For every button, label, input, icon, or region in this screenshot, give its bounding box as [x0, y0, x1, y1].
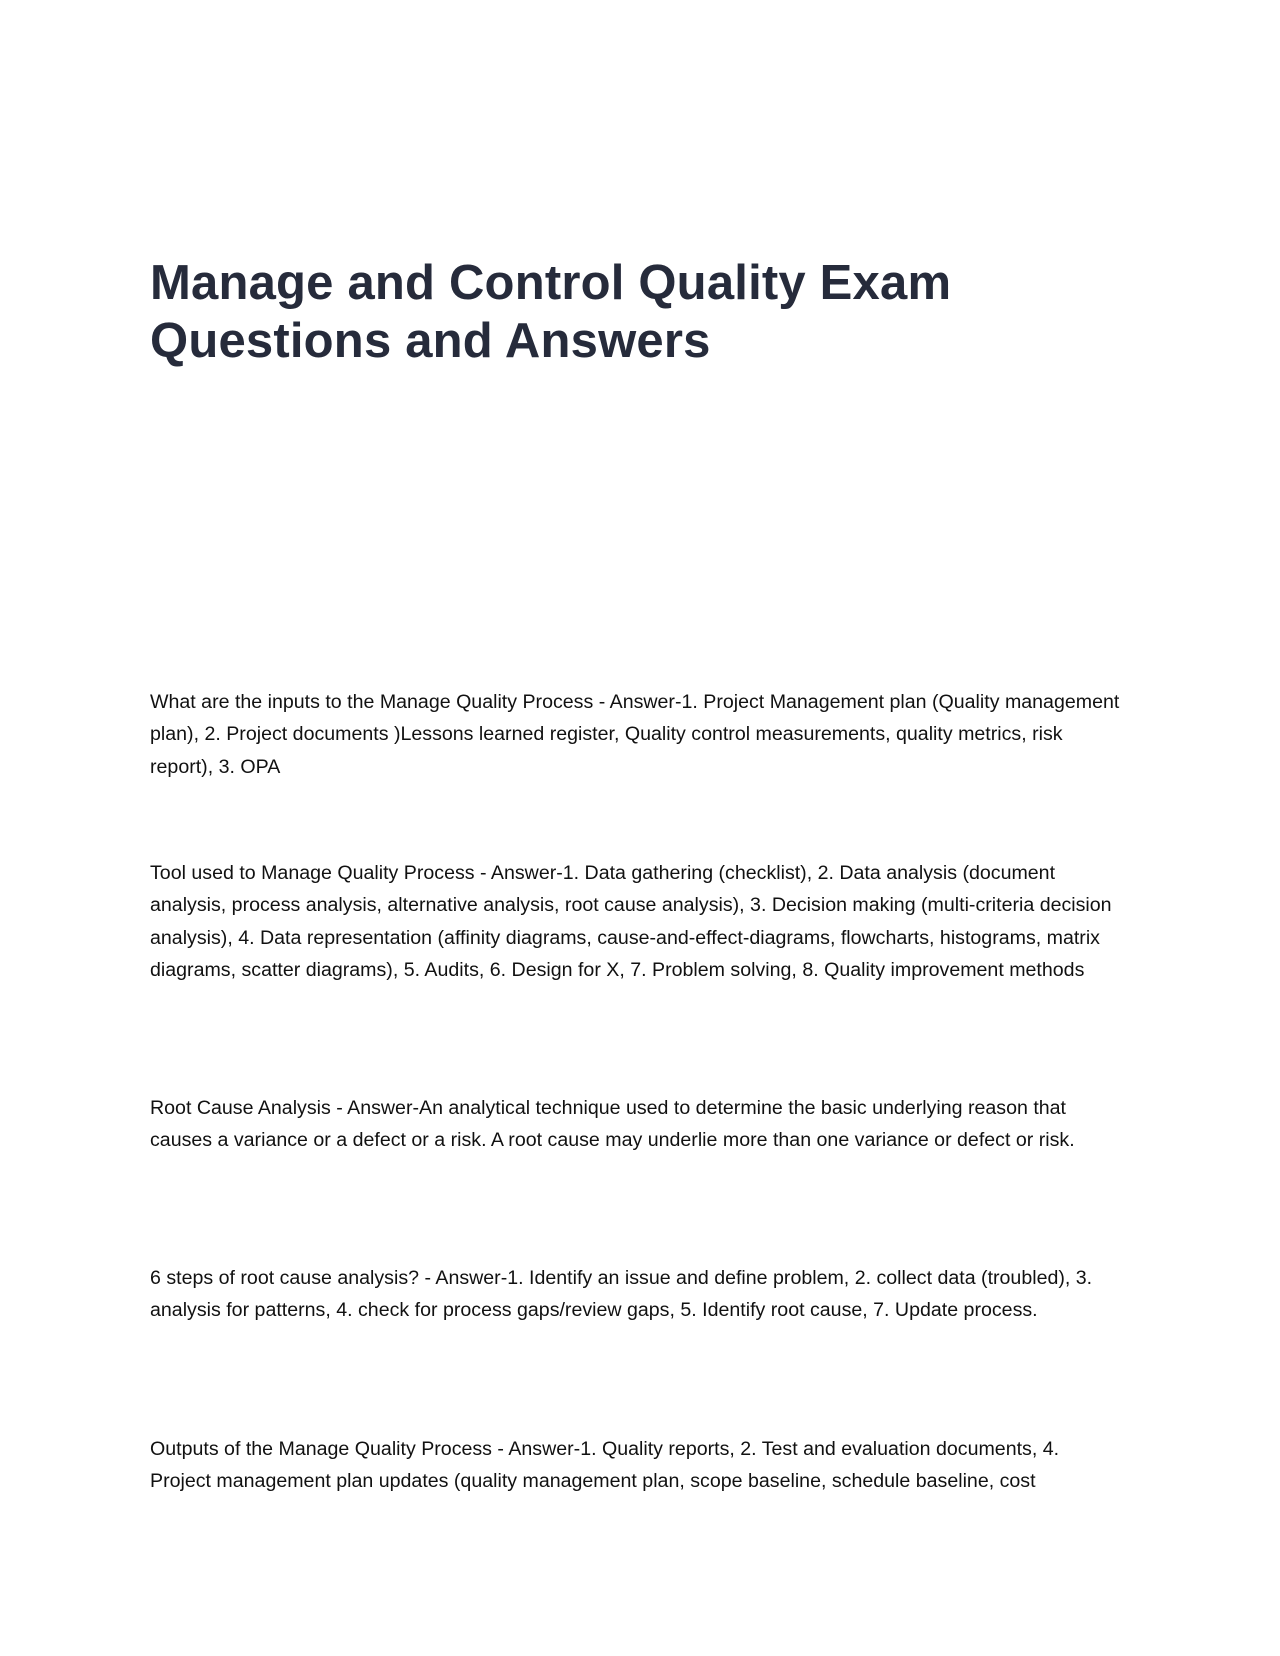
qa-entry-tools-manage-quality	[150, 857, 1125, 986]
qa-answer: Answer-1. Data gathering (checklist), 2. Data analysis (document analysis, process analysis, alternative analysis, root cause analysis), 3. Decision making (multi-criteria decision analysis), 4. Data representation (affinity diagrams, cause-and-effect-diagrams, flowcharts, histograms, matrix diagrams, scatter diagrams), 5. Audits, 6. Design for X, 7. Problem solving, 8. Quality improvement methods	[150, 862, 1112, 981]
document-title-line-2: Questions and Answers	[150, 314, 711, 368]
qa-answer: Answer-An analytical technique used to determine the basic underlying reason that causes a variance or a defect or a risk. A root cause may underlie more than one variance or defect or risk.	[150, 1097, 1075, 1152]
qa-answer: Answer-1. Identify an issue and define problem, 2. collect data (troubled), 3. analysis for patterns, 4. check for process gaps/review gaps, 5. Identify root cause, 7. Update process.	[150, 1267, 1093, 1322]
qa-question: Tool used to Manage Quality Process -	[150, 862, 491, 884]
qa-question: What are the inputs to the Manage Quality Process -	[150, 691, 610, 713]
qa-question: 6 steps of root cause analysis? -	[150, 1267, 435, 1289]
document-title-line-1: Manage and Control Quality Exam	[150, 256, 952, 310]
qa-entry-inputs-manage-quality	[150, 686, 1125, 783]
qa-question: Root Cause Analysis -	[150, 1097, 347, 1119]
qa-answer: Answer-1. Project Management plan (Quality management plan), 2. Project documents )Lessons learned register, Quality control measurements, quality metrics, risk report), 3. OPA	[150, 691, 1120, 778]
document-title	[150, 254, 1150, 370]
qa-answer: Answer-1. Quality reports, 2. Test and evaluation documents, 4. Project management plan updates (quality management plan, scope baseline, schedule baseline, cost	[150, 1438, 1060, 1493]
qa-question: Outputs of the Manage Quality Process -	[150, 1438, 508, 1460]
qa-entry-root-cause-analysis	[150, 1092, 1125, 1157]
qa-entry-outputs-manage-quality	[150, 1433, 1125, 1498]
qa-entry-rca-steps	[150, 1262, 1125, 1327]
